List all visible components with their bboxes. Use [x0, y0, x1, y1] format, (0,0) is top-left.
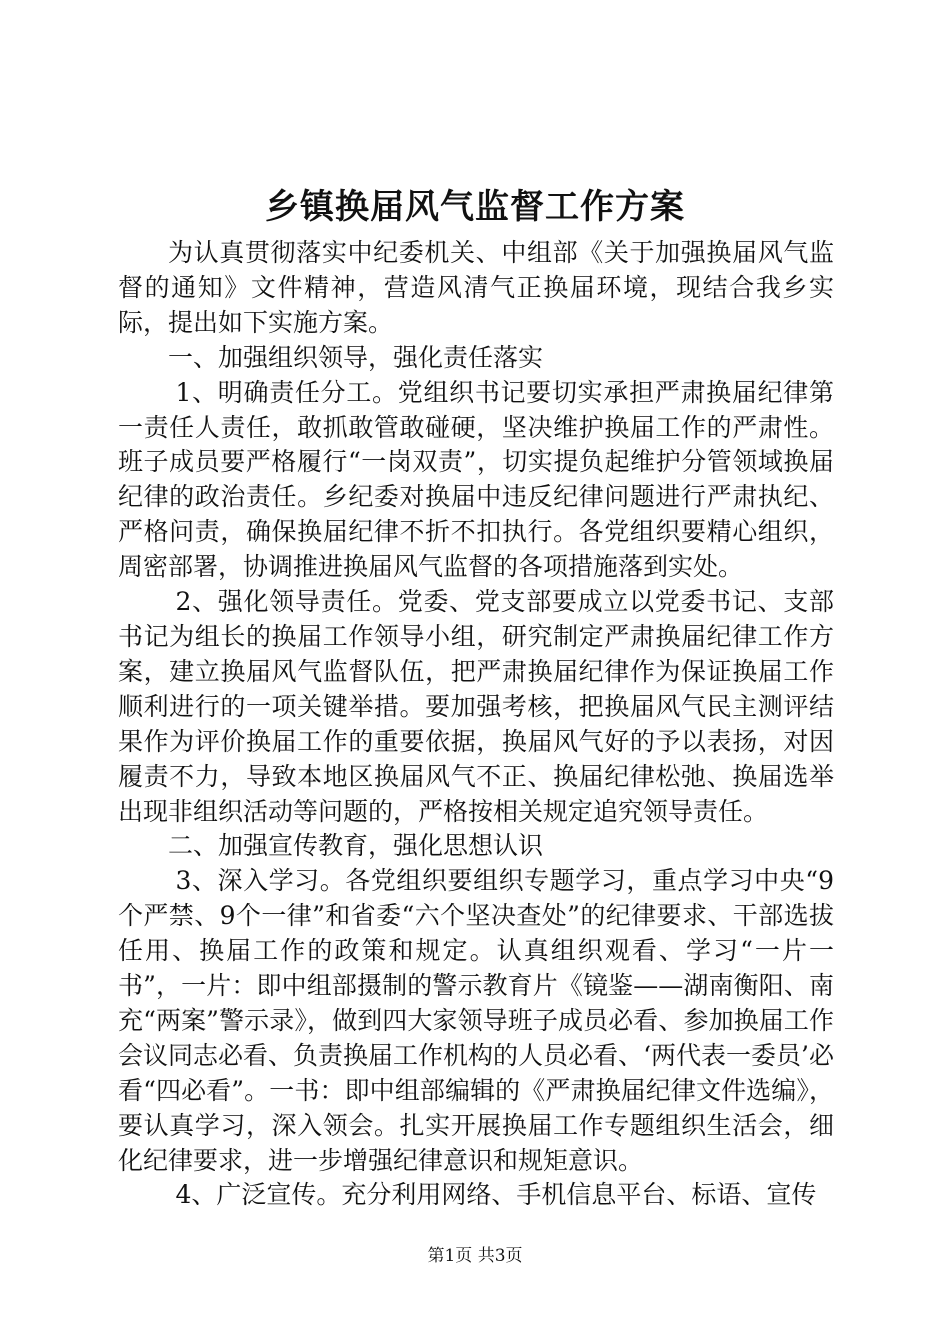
page-number-footer: 第1页 共3页 — [427, 1246, 523, 1266]
intro-paragraph: 为认真贯彻落实中纪委机关、中组部《关于加强换届风气监督的通知》文件精神，营造风清气正换届环境，现结合我乡实际，提出如下实施方案。 — [118, 238, 834, 337]
document-body — [118, 236, 834, 1213]
section-heading-2: 二、加强宣传教育，强化思想认识 — [168, 831, 544, 861]
section-heading-1: 一、加强组织领导，强化责任落实 — [168, 342, 544, 372]
document-title: 乡镇换届风气监督工作方案 — [265, 187, 685, 227]
item-paragraph-2: 2、强化领导责任。党委、党支部要成立以党委书记、支部书记为组长的换届工作领导小组，研究制定严肃换届纪律工作方案，建立换届风气监督队伍，把严肃换届纪律作为保证换届工作顺利进行的一项关键举措。要加强考核，把换届风气民主测评结果作为评价换届工作的重要依据，换届风气好的予以表扬，对因履责不力，导致本地区换届风气不正、换届纪律松弛、换届选举出现非组织活动等问题的，严格按相关规定追究领导责任。 — [118, 587, 834, 826]
item-paragraph-1: 1、明确责任分工。党组织书记要切实承担严肃换届纪律第一责任人责任，敢抓敢管敢碰硬，坚决维护换届工作的严肃性。班子成员要严格履行“一岗双责”，切实提负起维护分管领域换届纪律的政治责任。乡纪委对换届中违反纪律问题进行严肃执纪、严格问责，确保换届纪律不折不扣执行。各党组织要精心组织，周密部署，协调推进换届风气监督的各项措施落到实处。 — [118, 377, 834, 582]
item-paragraph-4: 4、广泛宣传。充分利用网络、手机信息平台、标语、宣传 — [175, 1180, 817, 1210]
item-paragraph-3: 3、深入学习。各党组织要组织专题学习，重点学习中央“9个严禁、9个一律”和省委“六个坚决查处”的纪律要求、干部选拔任用、换届工作的政策和规定。认真组织观看、学习“一片一书”，一片：即中组部摄制的警示教育片《镜鉴——湖南衡阳、南充“两案”警示录》，做到四大家领导班子成员必看、参加换届工作会议同志必看、负责换届工作机构的人员必看、‘两代表一委员’必看“四必看”。一书：即中组部编辑的《严肃换届纪律文件选编》，要认真学习，深入领会。扎实开展换届工作专题组织生活会，细化纪律要求，进一步增强纪律意识和规矩意识。 — [118, 866, 834, 1175]
